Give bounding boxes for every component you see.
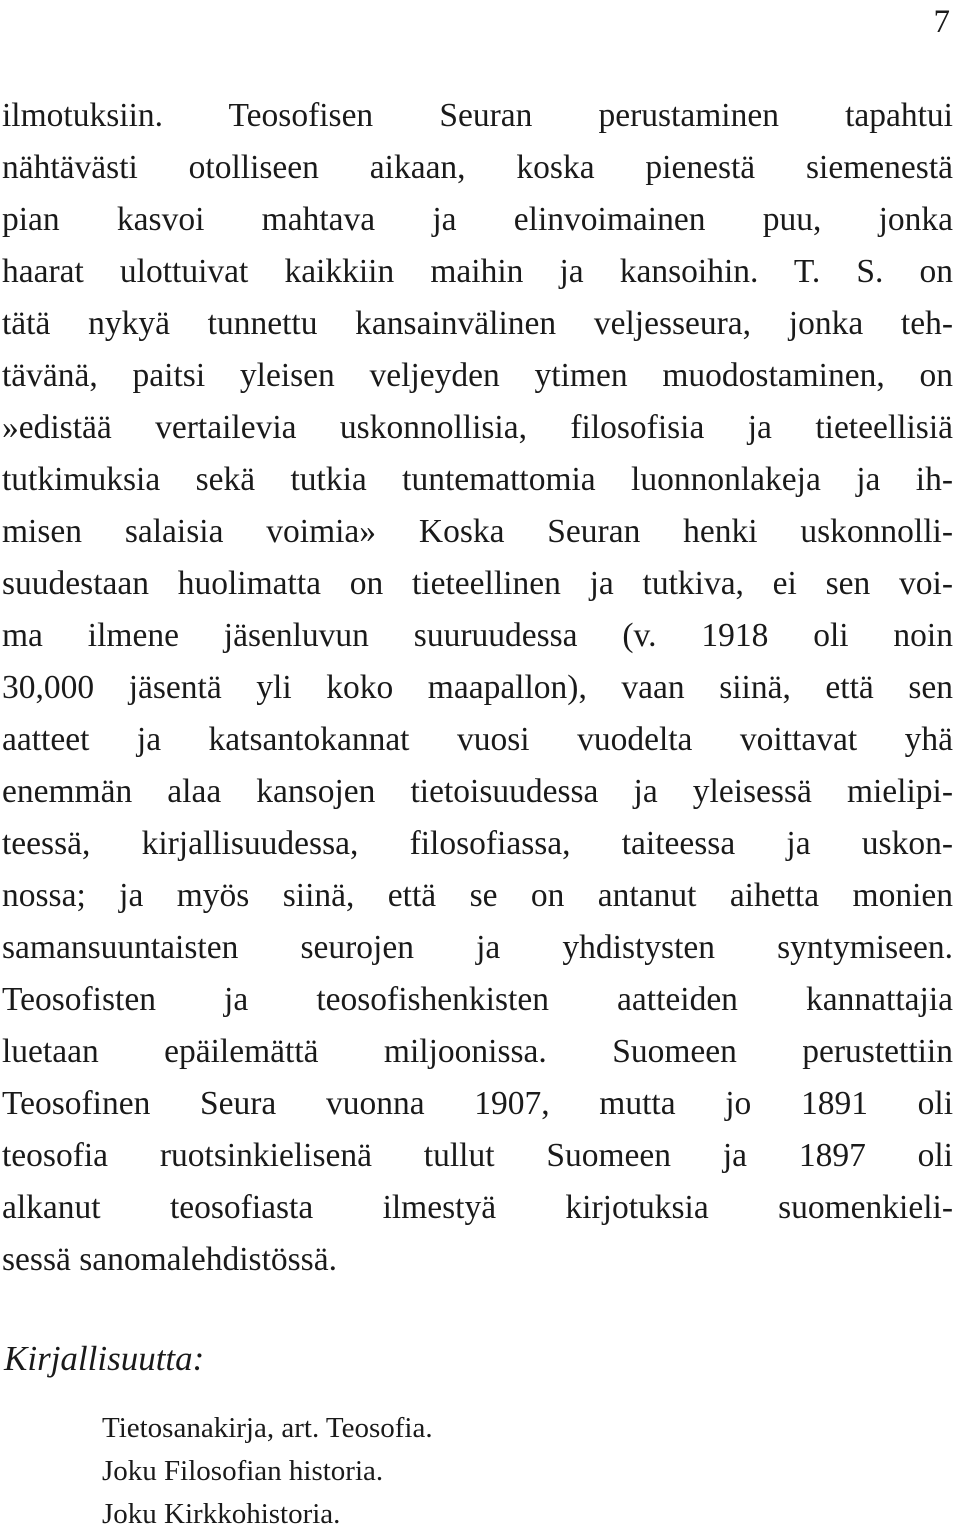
text-line: tävänä, paitsi yleisen veljeyden ytimen muodostaminen, on [2,357,953,394]
text-line: misen salaisia voimia» Koska Seuran henki uskonnolli- [2,513,953,550]
body-paragraph [2,90,953,1286]
text-line: sessä sanomalehdistössä. [2,1241,337,1278]
text-line: Teosofisten ja teosofishenkisten aatteiden kannattajia [2,981,953,1018]
text-line: haarat ulottuivat kaikkiin maihin ja kansoihin. T. S. on [2,253,953,290]
text-line: tätä nykyä tunnettu kansainvälinen veljesseura, jonka teh- [2,305,953,342]
reference-item: Joku Filosofian historia. [102,1455,384,1487]
text-line: ma ilmene jäsenluvun suuruudessa (v. 1918 oli noin [2,617,953,654]
text-line: alkanut teosofiasta ilmestyä kirjotuksia suomenkieli- [2,1189,953,1226]
reference-item: Tietosanakirja, art. Teosofia. [102,1412,433,1444]
text-line: nähtävästi otolliseen aikaan, koska pienestä siemenestä [2,149,953,186]
text-line: pian kasvoi mahtava ja elinvoimainen puu, jonka [2,201,953,238]
page-number: 7 [933,4,950,40]
text-line: teessä, kirjallisuudessa, filosofiassa, taiteessa ja uskon- [2,825,953,862]
text-line: »edistää vertailevia uskonnollisia, filosofisia ja tieteellisiä [2,409,953,446]
text-line: luetaan epäilemättä miljoonissa. Suomeen perustettiin [2,1033,953,1070]
text-line: suudestaan huolimatta on tieteellinen ja tutkiva, ei sen voi- [2,565,953,602]
text-line: Teosofinen Seura vuonna 1907, mutta jo 1891 oli [2,1085,953,1122]
text-line: enemmän alaa kansojen tietoisuudessa ja yleisessä mielipi- [2,773,953,810]
text-line: nossa; ja myös siinä, että se on antanut aihetta monien [2,877,953,914]
reference-item: Joku Kirkkohistoria. [102,1498,341,1530]
text-line: aatteet ja katsantokannat vuosi vuodelta voittavat yhä [2,721,953,758]
references-heading: Kirjallisuutta: [4,1339,205,1378]
references-list [102,1407,433,1536]
text-line: 30,000 jäsentä yli koko maapallon), vaan siinä, että sen [2,669,953,706]
text-line: tutkimuksia sekä tutkia tuntemattomia luonnonlakeja ja ih- [2,461,953,498]
text-line: ilmotuksiin. Teosofisen Seuran perustaminen tapahtui [2,97,953,134]
text-line: samansuuntaisten seurojen ja yhdistysten syntymiseen. [2,929,953,966]
text-line: teosofia ruotsinkielisenä tullut Suomeen ja 1897 oli [2,1137,953,1174]
